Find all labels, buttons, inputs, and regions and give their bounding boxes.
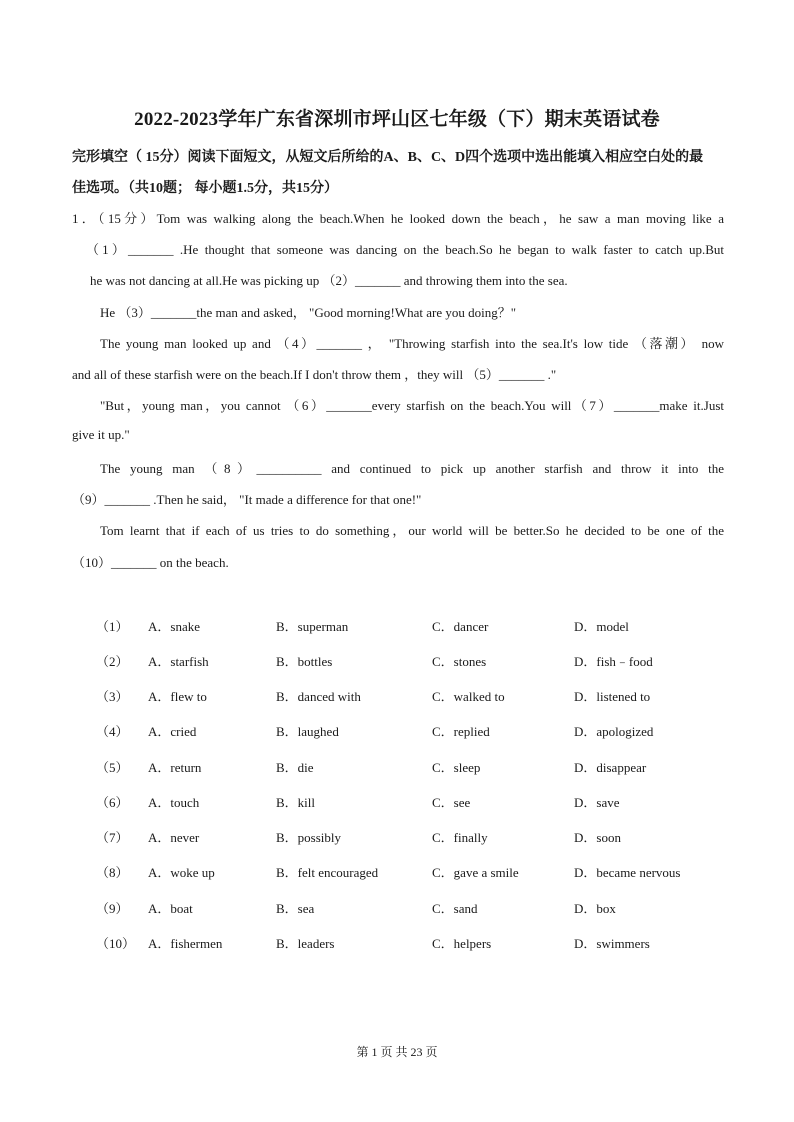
option-d: D．disappear [574,760,647,775]
option-row [0,933,794,953]
option-row [0,862,794,882]
option-a: A．touch [148,795,200,810]
option-row [0,757,794,777]
option-c: C．helpers [432,936,492,951]
question-number: （3） [96,689,129,704]
question-number: （10） [96,936,136,951]
option-row [0,616,794,636]
option-c: C．finally [432,830,488,845]
question-number: （4） [96,724,129,739]
page-footer: 第 1 页 共 23 页 [356,1045,438,1059]
option-d: D．swimmers [574,936,650,951]
option-b: B．leaders [276,936,335,951]
question-number: （7） [96,830,129,845]
option-a: A．fishermen [148,936,223,951]
instruction-line-2: 佳选项。（共10题； 每小题1.5分，共15分） [72,181,338,196]
option-a: A．starfish [148,654,209,669]
option-c: C．walked to [432,689,505,704]
option-a: A．cried [148,724,197,739]
option-b: B．felt encouraged [276,865,379,880]
option-c: C．replied [432,724,490,739]
option-b: B．laughed [276,724,339,739]
passage-line: （9）_______ .Then he said， "It made a difference for that one!" [72,492,422,507]
option-d: D．apologized [574,724,654,739]
option-d: D．box [574,901,616,916]
passage-line: The young man looked up and （4）_______ ， "Throwing starfish into the sea.It's low tide （落潮） now [100,336,724,351]
option-d: D．save [574,795,620,810]
question-number: （6） [96,795,129,810]
option-d: D．fish﹣food [574,654,653,669]
option-b: B．danced with [276,689,361,704]
question-number: （1） [96,619,129,634]
option-b: B．kill [276,795,316,810]
option-a: A．woke up [148,865,215,880]
option-c: C．gave a smile [432,865,519,880]
question-number: （9） [96,901,129,916]
option-d: D．model [574,619,629,634]
option-b: B．die [276,760,314,775]
option-c: C．stones [432,654,487,669]
option-row [0,792,794,812]
question-number: （5） [96,760,129,775]
question-number: （2） [96,654,129,669]
passage-line: He （3）_______the man and asked， "Good morning!What are you doing？" [100,305,517,320]
option-a: A．boat [148,901,193,916]
option-row [0,898,794,918]
passage-line: 1．（15分）Tom was walking along the beach.When he looked down the beach，he saw a man moving like a [72,211,724,226]
instruction-line-1: 完形填空（ 15分）阅读下面短文，从短文后所给的A、B、C、D四个选项中选出能填入相应空白处的最 [72,150,704,165]
option-row [0,721,794,741]
option-d: D．soon [574,830,621,845]
option-b: B．sea [276,901,315,916]
option-a: A．never [148,830,200,845]
option-c: C．sand [432,901,478,916]
option-row [0,686,794,706]
passage-line: and all of these starfish were on the beach.If I don't throw them ，they will （5）_______ ." [72,367,557,382]
option-row [0,827,794,847]
question-number: （8） [96,865,129,880]
option-a: A．return [148,760,202,775]
option-a: A．snake [148,619,200,634]
passage-line: The young man （8）__________ and continued to pick up another starfish and throw it into the [100,461,724,476]
option-b: B．possibly [276,830,342,845]
option-c: C．see [432,795,471,810]
option-row [0,651,794,671]
option-d: D．became nervous [574,865,681,880]
passage-line: "But，young man，you cannot （6）_______every starfish on the beach.You will（7）_______make it.Just [100,398,724,413]
passage-line: （10）_______ on the beach. [72,555,229,570]
passage-line: Tom learnt that if each of us tries to do something，our world will be better.So he decided to be one of the [100,523,724,538]
option-b: B．superman [276,619,349,634]
option-a: A．flew to [148,689,207,704]
passage-line: （1）_______ .He thought that someone was dancing on the beach.So he began to walk faster to catch up.But [86,242,724,257]
option-c: C．dancer [432,619,489,634]
option-c: C．sleep [432,760,481,775]
page-title: 2022-2023学年广东省深圳市坪山区七年级（下）期末英语试卷 [134,109,660,130]
option-b: B．bottles [276,654,333,669]
passage-line: he was not dancing at all.He was picking up （2）_______ and throwing them into the sea. [90,273,568,288]
option-d: D．listened to [574,689,651,704]
passage-line: give it up." [72,427,130,442]
